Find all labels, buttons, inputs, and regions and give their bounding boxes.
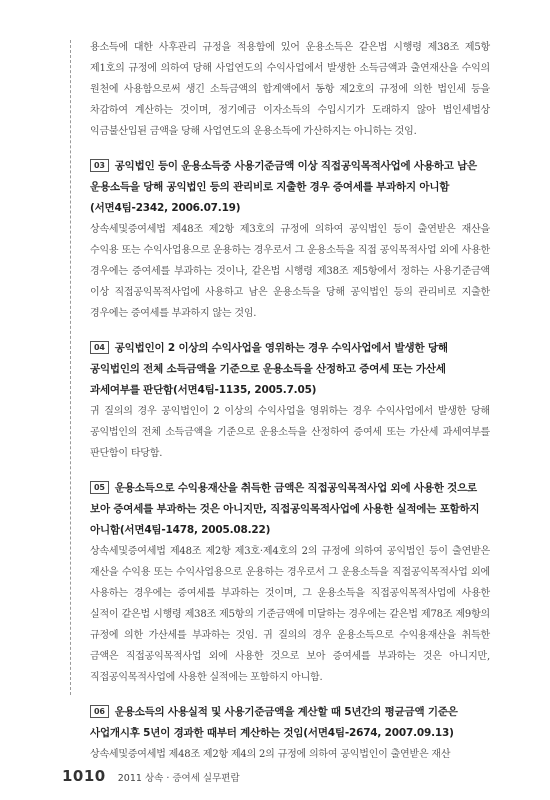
ruling-item-04 [90, 338, 490, 464]
page-number: 1010 [62, 767, 106, 785]
ruling-heading [90, 702, 490, 744]
intro-paragraph: 용소득에 대한 사후관리 규정을 적용함에 있어 운용소득은 같은법 시행령 제38조 제5항 제1호의 규정에 의하여 당해 사업연도의 수익사업에서 발생한 소득금액과 출연재산을 수익의 원천에 사용함으로써 생긴 소득금액의 합계액에서 동항 제2호의 규정에 의한 법인세 등을 차감하여 계산하는 것이며, 정기예금 이자소득의 수입시기가 도래하지 않아 법인세법상 익금불산입된 금액을 당해 사업연도의 운용소득에 가산하지는 아니하는 것임. [90, 42, 490, 137]
item-number-box: 04 [90, 341, 109, 354]
ruling-title: 공익법인이 2 이상의 수익사업을 영위하는 경우 수익사업에서 발생한 당해 공익법인의 전체 소득금액을 기준으로 운용소득을 산정하고 증여세 또는 가산세 과세여부를 판단함(서면4팀-1135, 2005.7.05) [90, 342, 448, 396]
ruling-item-03 [90, 156, 490, 324]
ruling-body: 상속세및증여세법 제48조 제2항 제3호의 규정에 의하여 공익법인 등이 출연받은 재산을 수익용 또는 수익사업용으로 운용하는 경우로서 그 운용소득을 직접 공익목적사업 외에 사용한 경우에는 증여세를 부과하는 것이나, 같은법 시행령 제38조 제5항에서 정하는 사용기준금액 이상 직접공익목적사업에 사용하고 남은 운용소득을 당해 공익법인 등의 관리비로 지출한 경우에는 증여세를 부과하지 않는 것임. [90, 224, 490, 319]
item-number-box: 03 [90, 159, 109, 172]
margin-dashed-line [70, 40, 71, 695]
ruling-body: 귀 질의의 경우 공익법인이 2 이상의 수익사업을 영위하는 경우 수익사업에서 발생한 당해 공익법인의 전체 소득금액을 기준으로 운용소득을 산정하여 증여세 또는 가산세 과세여부를 판단함이 타당함. [90, 406, 490, 459]
ruling-title: 운용소득으로 수익용재산을 취득한 금액은 직접공익목적사업 외에 사용한 것으로 보아 증여세를 부과하는 것은 아니지만, 직접공익목적사업에 사용한 실적에는 포함하지 아니함(서면4팀-1478, 2005.08.22) [90, 482, 480, 536]
ruling-body: 상속세및증여세법 제48조 제2항 제3호·제4호의 2의 규정에 의하여 공익법인 등이 출연받은 재산을 수익용 또는 수익사업용으로 운용하는 경우로서 그 운용소득을 직접공익목적사업 외에 사용하는 경우에는 증여세를 부과하는 것이며, 그 운용소득을 직접공익목적사업에 사용한 실적이 같은법 시행령 제38조 제5항의 기준금액에 미달하는 경우에는 같은법 제78조 제9항의 규정에 의한 가산세를 부과하는 것임. 귀 질의의 경우 운용소득으로 수익용재산을 취득한 금액은 직접공익목적사업 외에 사용한 것으로 보아 증여세를 부과하는 것은 아니지만, 직접공익목적사업에 사용한 실적에는 포함하지 아니함. [90, 546, 490, 683]
item-number-box: 06 [90, 705, 109, 718]
item-number-box: 05 [90, 481, 109, 494]
ruling-item-05 [90, 478, 490, 688]
ruling-title: 운용소득의 사용실적 및 사용기준금액을 계산할 때 5년간의 평균금액 기준은 사업개시후 5년이 경과한 때부터 계산하는 것임(서면4팀-2674, 2007.09.13) [90, 706, 458, 739]
ruling-heading [90, 478, 490, 541]
ruling-item-06 [90, 702, 490, 765]
ruling-body: 상속세및증여세법 제48조 제2항 제4의 2의 규정에 의하여 공익법인이 출연받은 재산 [90, 749, 451, 760]
book-title: 2011 상속 · 증여세 실무편람 [117, 773, 240, 784]
ruling-title: 공익법인 등이 운용소득중 사용기준금액 이상 직접공익목적사업에 사용하고 남은 운용소득을 당해 공익법인 등의 관리비로 지출한 경우 증여세를 부과하지 아니함(서면4팀-2342, 2006.07.19) [90, 160, 477, 214]
content-area [90, 37, 490, 765]
page-footer [62, 766, 240, 785]
ruling-heading [90, 156, 490, 219]
ruling-heading [90, 338, 490, 401]
